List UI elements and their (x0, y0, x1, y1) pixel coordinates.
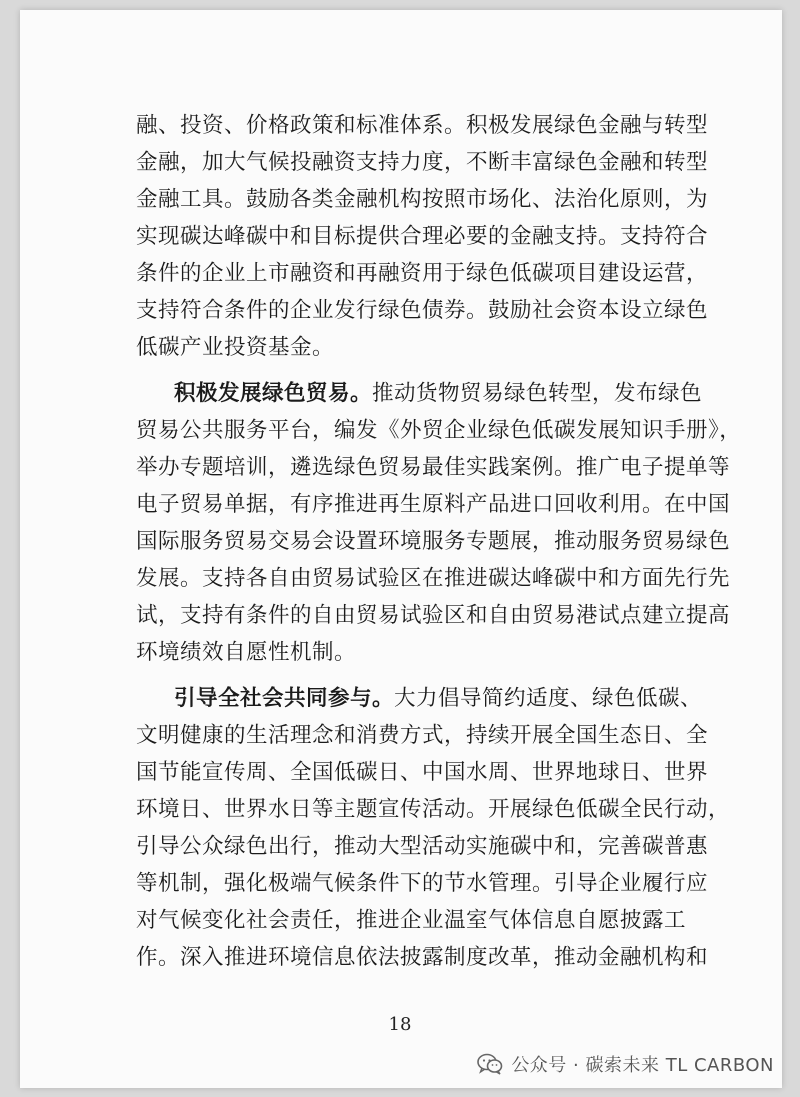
text-line: 电子贸易单据，有序推进再生原料产品进口回收利用。在中国 (136, 492, 731, 517)
text-line: 低碳产业投资基金。 (136, 335, 335, 360)
text-line: 金融工具。鼓励各类金融机构按照市场化、法治化原则，为 (136, 187, 709, 212)
text-line: 融、投资、价格政策和标准体系。积极发展绿色金融与转型 (136, 113, 709, 138)
text-line: 支持符合条件的企业发行绿色债券。鼓励社会资本设立绿色 (136, 298, 709, 323)
watermark (477, 1050, 774, 1078)
page-number: 18 (388, 1014, 412, 1035)
text-line (136, 375, 703, 412)
paragraph-green-trade (136, 375, 742, 671)
watermark-text: 公众号 · 碳索未来 TL CARBON (511, 1055, 774, 1076)
text-line: 举办专题培训，遴选绿色贸易最佳实践案例。推广电子提单等 (136, 455, 731, 480)
text-line: 引导公众绿色出行，推动大型活动实施碳中和，完善碳普惠 (136, 834, 709, 859)
text-line: 文明健康的生活理念和消费方式，持续开展全国生态日、全 (136, 723, 709, 748)
paragraph-heading: 引导全社会共同参与。 (174, 686, 395, 711)
wechat-icon (477, 1053, 503, 1075)
text-line: 环境绩效自愿性机制。 (136, 640, 357, 665)
text-line: 试，支持有条件的自由贸易试验区和自由贸易港试点建立提高 (136, 603, 731, 628)
text-line: 贸易公共服务平台，编发《外贸企业绿色低碳发展知识手册》， (136, 418, 742, 443)
text-line: 发展。支持各自由贸易试验区在推进碳达峰碳中和方面先行先 (136, 566, 731, 591)
paragraph-heading: 积极发展绿色贸易。 (174, 381, 373, 406)
text-line: 国际服务贸易交易会设置环境服务专题展，推动服务贸易绿色 (136, 529, 731, 554)
text-line: 条件的企业上市融资和再融资用于绿色低碳项目建设运营， (136, 261, 709, 286)
text-line (136, 680, 703, 717)
text-span: 推动货物贸易绿色转型，发布绿色 (372, 381, 703, 406)
text-line: 环境日、世界水日等主题宣传活动。开展绿色低碳全民行动， (136, 797, 731, 822)
text-line: 实现碳达峰碳中和目标提供合理必要的金融支持。支持符合 (136, 224, 709, 249)
text-line: 对气候变化社会责任，推进企业温室气体信息自愿披露工 (136, 908, 687, 933)
text-line: 作。深入推进环境信息依法披露制度改革，推动金融机构和 (136, 945, 709, 970)
text-line: 国节能宣传周、全国低碳日、中国水周、世界地球日、世界 (136, 760, 709, 785)
paragraph-social-participation (136, 680, 731, 976)
text-line: 金融，加大气候投融资支持力度，不断丰富绿色金融和转型 (136, 150, 709, 175)
text-span: 大力倡导简约适度、绿色低碳、 (394, 686, 703, 711)
paragraph-finance (136, 107, 709, 366)
text-line: 等机制，强化极端气候条件下的节水管理。引导企业履行应 (136, 871, 709, 896)
